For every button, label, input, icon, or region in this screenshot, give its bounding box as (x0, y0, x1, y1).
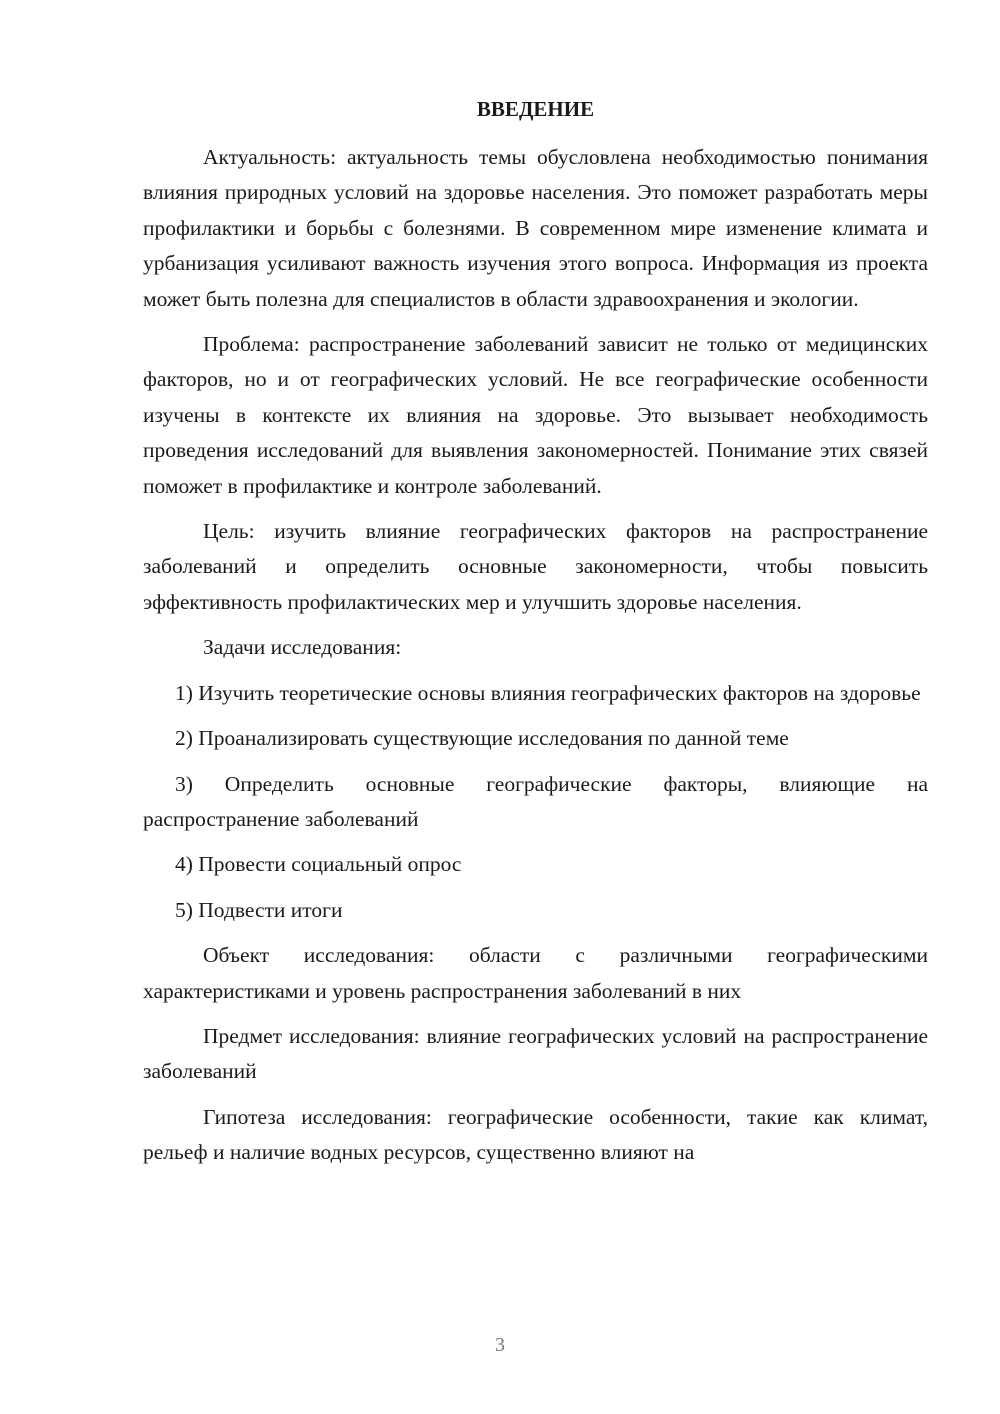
tasks-heading: Задачи исследования: (203, 635, 402, 660)
task-item-2: 2) Проанализировать существующие исследования по данной теме (175, 726, 789, 751)
page-content (143, 92, 928, 1181)
page-number: 3 (495, 1334, 505, 1356)
problem-paragraph: Проблема: распространение заболеваний зависит не только от медицинских факторов, но и от географических условий. Не все географические особенности изучены в контексте их влияния на здоровье. Это вызывает необходимость проведения исследований для выявления закономерностей. Понимание этих связей поможет в профилактике и контроле заболеваний. (143, 332, 928, 498)
hypothesis-paragraph: Гипотеза исследования: географические особенности, такие как климат, рельеф и наличие водных ресурсов, существенно влияют на (143, 1104, 928, 1165)
task-item-3: 3) Определить основные географические факторы, влияющие на распространение заболеваний (143, 771, 928, 831)
goal-paragraph: Цель: изучить влияние географических факторов на распространение заболеваний и определить основные закономерности, чтобы повысить эффективность профилактических мер и улучшить здоровье населения. (143, 519, 928, 614)
object-paragraph: Объект исследования: области с различными географическими характеристиками и уровень распространения заболеваний в них (143, 943, 928, 1003)
section-title: ВВЕДЕНИЕ (476, 97, 595, 121)
task-item-5: 5) Подвести итоги (175, 897, 343, 922)
relevance-paragraph: Актуальность: актуальность темы обусловлена необходимостью понимания влияния природных условий на здоровье населения. Это поможет разработать меры профилактики и борьбы с болезнями. В современном мире изменение климата и урбанизация усиливают важность изучения этого вопроса. Информация из проекта может быть полезна для специалистов в области здравоохранения и экологии. (143, 145, 928, 311)
subject-paragraph: Предмет исследования: влияние географических условий на распространение заболеваний (143, 1023, 928, 1084)
task-item-1: 1) Изучить теоретические основы влияния географических факторов на здоровье (175, 680, 921, 705)
task-item-4: 4) Провести социальный опрос (175, 852, 462, 877)
